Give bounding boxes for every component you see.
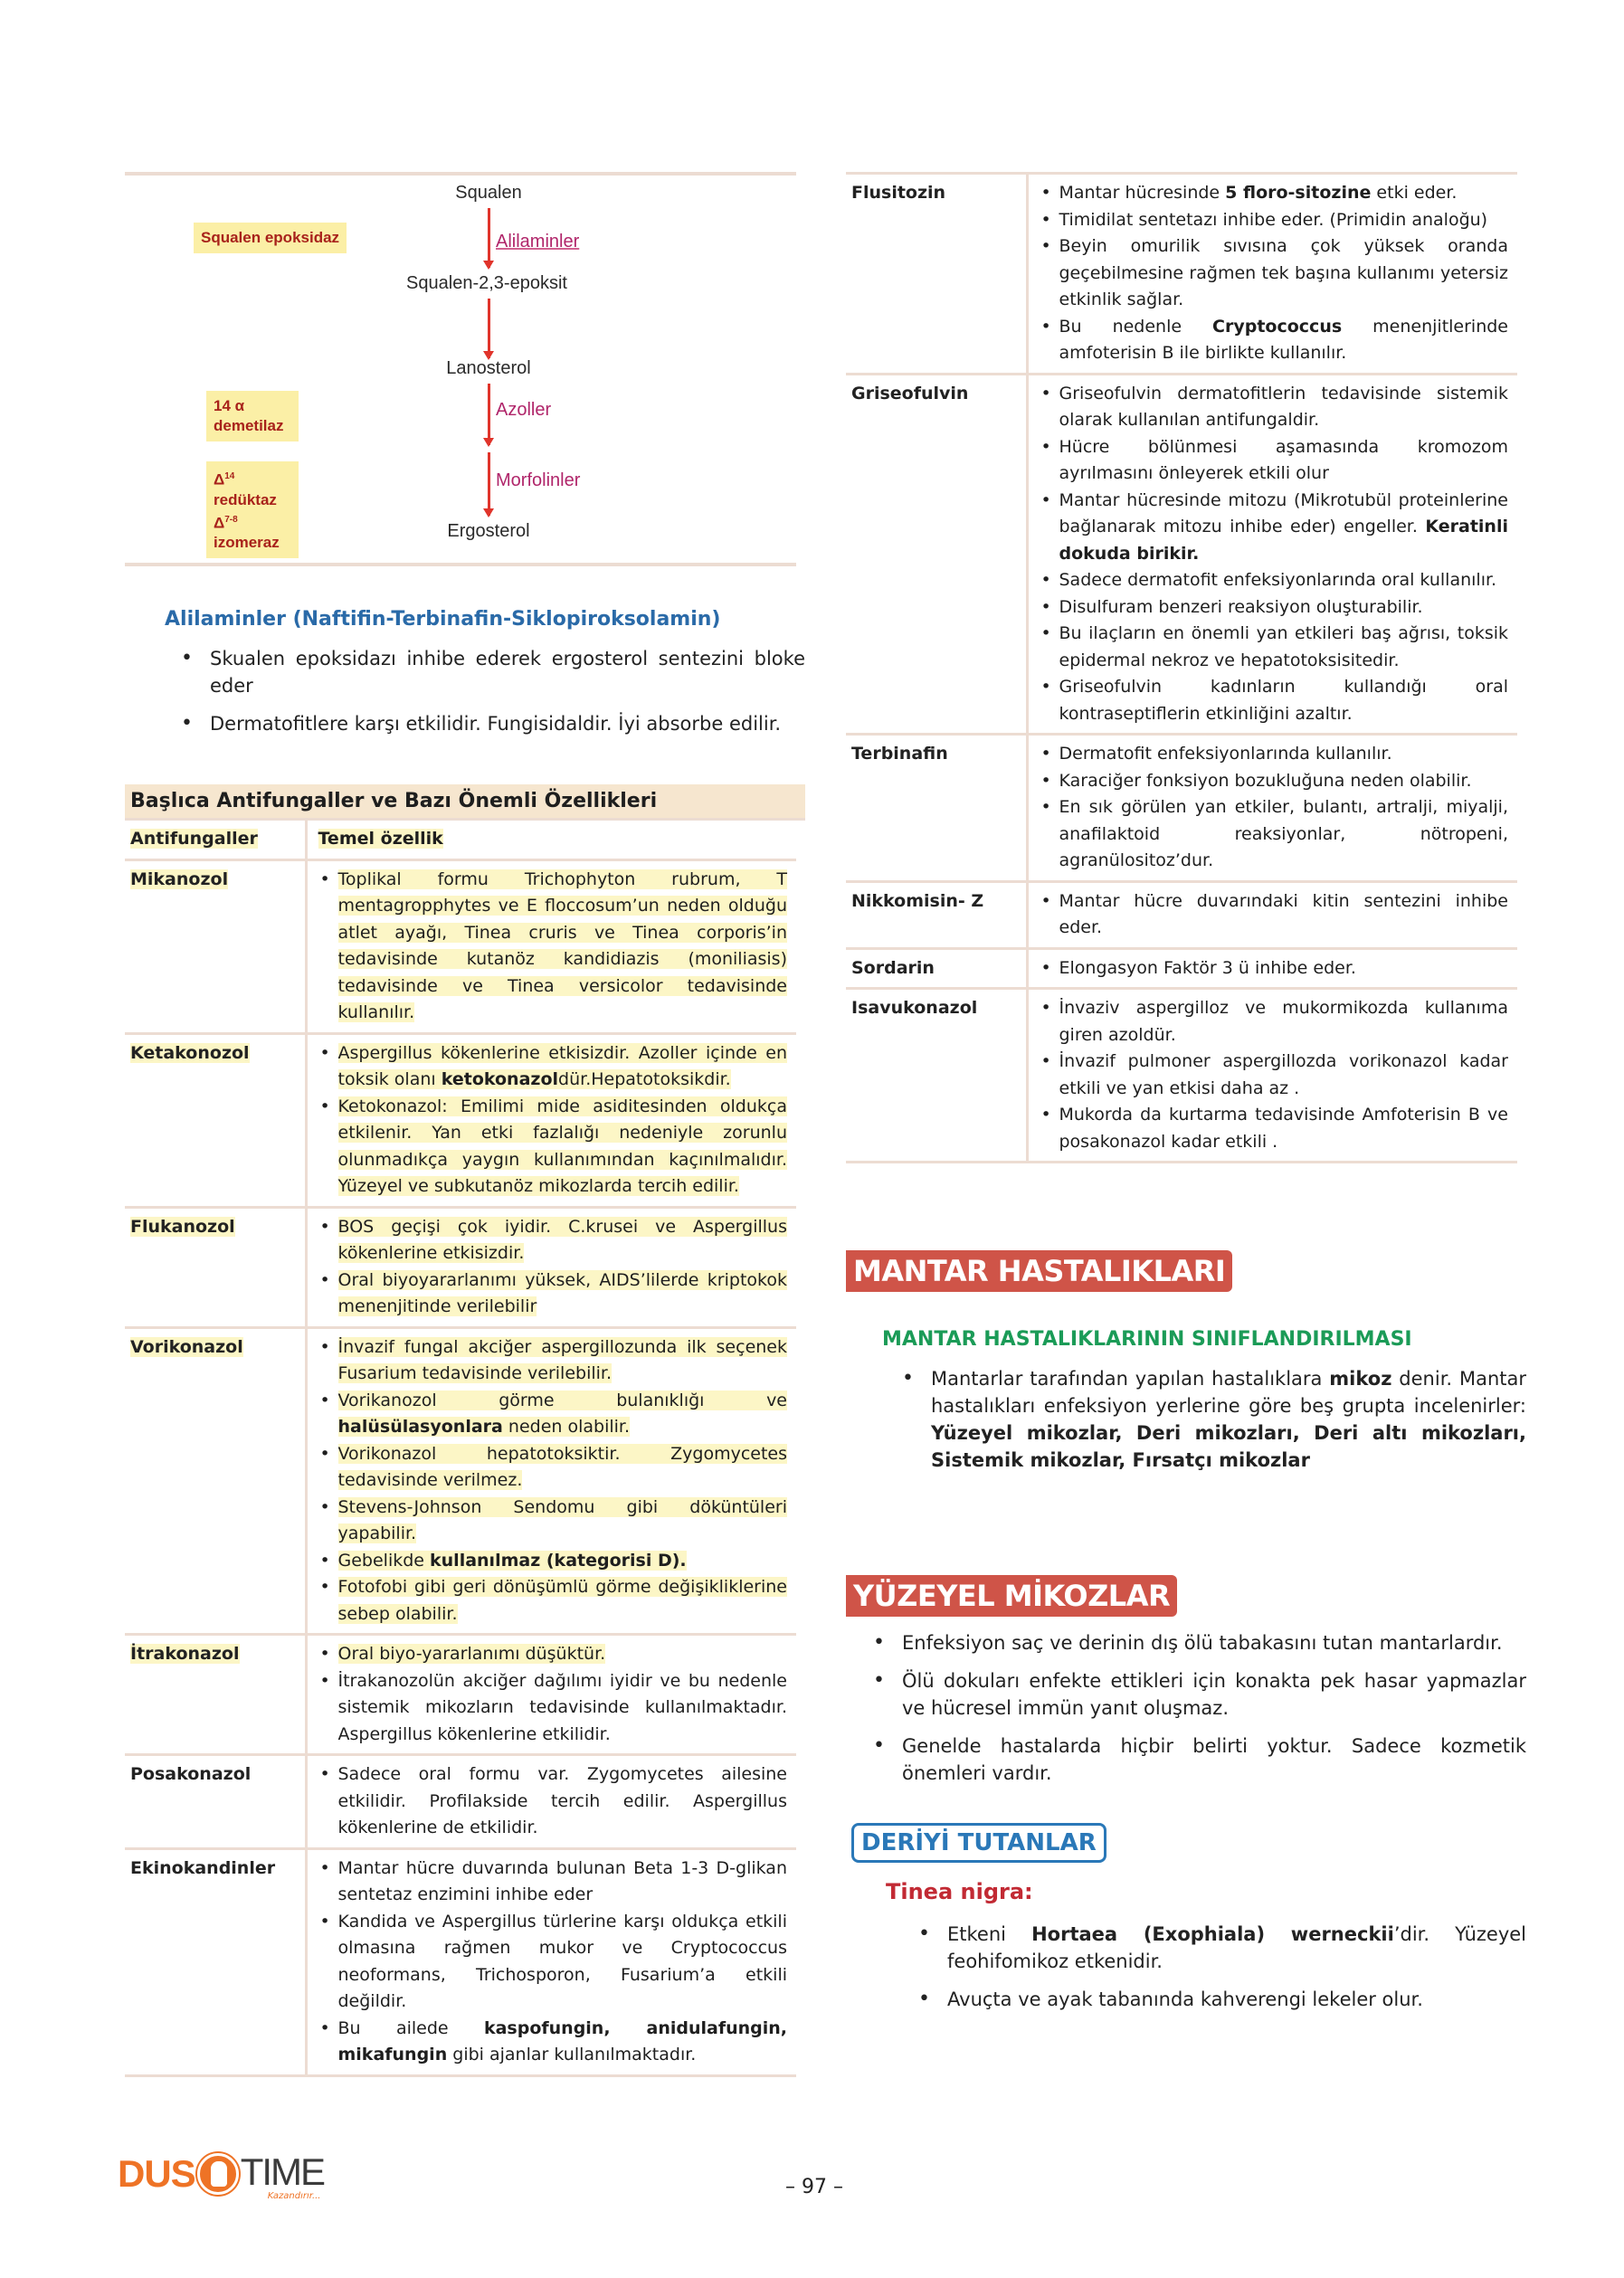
drug-name: Nikkomisin- Z — [851, 890, 984, 911]
list-item: • Hücre bölünmesi aşamasında kromozom ayrılmasını önleyerek etkili olur — [1040, 434, 1509, 488]
yuzeyel-mikozlar-badge: YÜZEYEL MİKOZLAR — [846, 1575, 1177, 1617]
enzyme-reduktaz-izomeraz: $\Delta^{14}$ redüktaz $\Delta^{7-8}$ izomeraz — [206, 461, 299, 558]
list-item: • İtrakanozolün akciğer dağılımı iyidir ve bu nedenle sistemik mikozların tedavisinde kullanılmaktadır. Aspergillus kökenlerine etkilidir. — [318, 1668, 788, 1749]
list-item: • Mukorda da kurtarma tedavisinde Amfoterisin B ve posakonazol kadar etkili . — [1040, 1102, 1509, 1155]
node-ergosterol: Ergosterol — [447, 521, 530, 541]
list-item: • Karaciğer fonksiyon bozukluğuna neden olabilir. — [1040, 768, 1509, 795]
list-item: • Sadece oral formu var. Zygomycetes ailesine etkilidir. Profilakside tercih edilir. Aspergillus kökenlerine de etkilidir. — [318, 1761, 788, 1842]
table-row — [846, 948, 1517, 989]
list-item: • Bu ailede kaspofungin, anidulafungin, mikafungin gibi ajanlar kullanılmaktadır. — [318, 2016, 788, 2069]
classification-heading: MANTAR HASTALIKLARININ SINIFLANDIRILMASI — [882, 1328, 1412, 1351]
diagram-bottom-rule — [125, 563, 796, 566]
list-item: • En sık görülen yan etkiler, bulantı, artralji, miyalji, anafilaktoid reaksiyonlar, nötropeni, agranülositoz’dur. — [1040, 794, 1509, 875]
arrow-down-icon — [488, 299, 490, 358]
list-item: • Vorikanozol görme bulanıklığı ve halüsülasyonlara neden olabilir. — [318, 1388, 788, 1441]
list-item: • Elongasyon Faktör 3 ü inhibe eder. — [1040, 955, 1509, 982]
drug-name: Flukanozol — [130, 1216, 235, 1237]
left-column — [125, 172, 805, 2077]
antifungal-table-title: Başlıca Antifungaller ve Bazı Önemli Özellikleri — [125, 784, 805, 821]
list-item: • Dermatofit enfeksiyonlarında kullanılır. — [1040, 741, 1509, 768]
drug-name: İtrakonazol — [130, 1644, 240, 1664]
list-item: • İnvaziv aspergilloz ve mukormikozda kullanıma giren azoldür. — [1040, 995, 1509, 1049]
drug-name: Isavukonazol — [851, 998, 978, 1018]
list-item: • Etkeni Hortaea (Exophiala) werneckii’dir. Yüzeyel feohifomikoz etkenidir. — [918, 1921, 1526, 1975]
list-item: • Griseofulvin dermatofitlerin tedavisinde sistemik olarak kullanılan antifungaldir. — [1040, 381, 1509, 434]
list-item: • Aspergillus kökenlerine etkisizdir. Azoller içinde en toksik olanı ketokonazoldür.Hepatotoksikdir. — [318, 1040, 788, 1094]
drug-name: Sordarin — [851, 957, 935, 978]
drug-name: Flusitozin — [851, 183, 946, 203]
list-item: • Gebelikde kullanılmaz (kategorisi D). — [318, 1548, 788, 1575]
drug-azoller: Azoller — [496, 400, 552, 420]
table-row — [125, 1755, 796, 1849]
drug-name: Mikanozol — [130, 868, 229, 889]
alilaminler-heading: Alilaminler (Naftifin-Terbinafin-Siklopiroksolamin) — [165, 608, 721, 631]
list-item: • Avuçta ve ayak tabanında kahverengi lekeler olur. — [918, 1986, 1526, 2013]
list-item: • Vorikonazol hepatotoksiktir. Zygomycetes tedavisinde verilmez. — [318, 1441, 788, 1495]
arrow-down-icon — [488, 452, 490, 516]
table-row — [125, 1033, 796, 1207]
node-lanosterol: Lanosterol — [446, 358, 531, 378]
mantar-hastaliklari-badge: MANTAR HASTALIKLARI — [846, 1250, 1232, 1292]
list-item: • Timidilat sentetazı inhibe eder. (Primidin analoğu) — [1040, 207, 1509, 234]
table-row — [846, 735, 1517, 882]
right-column — [846, 172, 1526, 2024]
node-squalen: Squalen — [455, 183, 522, 203]
column-header-antifungaller: Antifungaller — [130, 829, 258, 849]
drug-morfolinler: Morfolinler — [496, 470, 581, 490]
dustime-logo: DUS TIME Kazandırır... — [118, 2150, 325, 2201]
list-item: • Mantar hücresinde 5 floro-sitozine etki eder. — [1040, 180, 1509, 207]
tooth-icon — [197, 2153, 239, 2195]
tinea-nigra-heading: Tinea nigra: — [886, 1879, 1033, 1904]
list-item: • Stevens-Johnson Sendomu gibi döküntüleri yapabilir. — [318, 1495, 788, 1548]
enzyme-14-alpha-demetilaz: 14 α demetilaz — [206, 391, 299, 441]
list-item: • Kandida ve Aspergillus türlerine karşı oldukça etkili olmasına rağmen mukor ve Cryptococcus neoformans, Trichosporon, Fusarium’a etkili değildir. — [318, 1909, 788, 2016]
table-header-row — [125, 821, 796, 859]
table-row — [125, 1635, 796, 1755]
list-item: • Mantarlar tarafından yapılan hastalıklara mikoz denir. Mantar hastalıkları enfeksiyon yerlerine göre beş grupta incelenirler: Yüzeyel mikozlar, Deri mikozları, Deri altı mikozları, Sistemik mikozlar, Fırsatçı mikozlar — [902, 1365, 1526, 1474]
list-item: • Ketokonazol: Emilimi mide asiditesinden oldukça etkilenir. Yan etki fazlalığı nedeniyle zorunlu olunmadıkça yaygın kullanımından kaçınılmalıdır. Yüzeyel ve subkutanöz mikozlarda tercih edilir. — [318, 1094, 788, 1201]
table-row — [846, 374, 1517, 735]
list-item: • Mantar hücresinde mitozu (Mikrotubül proteinlerine bağlanarak mitozu inhibe eder) engeller. Keratinli dokuda birikir. — [1040, 488, 1509, 568]
table-row — [846, 881, 1517, 948]
list-item: • Enfeksiyon saç ve derinin dış ölü tabakasını tutan mantarlardır. — [873, 1629, 1526, 1656]
list-item: • İnvazif fungal akciğer aspergillozunda ilk seçenek Fusarium tedavisinde verilebilir. — [318, 1334, 788, 1388]
list-item: • Mantar hücre duvarındaki kitin sentezini inhibe eder. — [1040, 888, 1509, 942]
arrow-down-icon — [488, 384, 490, 445]
alilaminler-list — [181, 645, 805, 737]
drug-name: Griseofulvin — [851, 383, 969, 403]
list-item: • Sadece dermatofit enfeksiyonlarında oral kullanılır. — [1040, 567, 1509, 594]
list-item: • Toplikal formu Trichophyton rubrum, T mentagropphytes ve E floccosum’un neden olduğu atlet ayağı, Tinea cruris ve Tinea corporis’in tedavisinde kutanöz kandidiazis (moniliasis) tedavisinde ve Tinea versicolor tedavisinde kullanılır. — [318, 867, 788, 1027]
list-item: • İnvazif pulmoner aspergillozda vorikonazol kadar etkili ve yan etkisi daha az . — [1040, 1049, 1509, 1102]
list-item: • Oral biyoyararlanımı yüksek, AIDS’lilerde kriptokok menenjitinde verilebilir — [318, 1267, 788, 1321]
table-row — [125, 1848, 796, 2075]
deriyi-tutanlar-badge: DERİYİ TUTANLAR — [851, 1823, 1106, 1863]
list-item: • Oral biyo-yararlanımı düşüktür. — [318, 1641, 788, 1668]
drug-name: Vorikonazol — [130, 1336, 243, 1357]
list-item: • Mantar hücre duvarında bulunan Beta 1-3 D-glikan sentetaz enzimini inhibe eder — [318, 1856, 788, 1909]
page-number: – 97 – — [785, 2176, 843, 2198]
list-item: • Dermatofitlere karşı etkilidir. Fungisidaldir. İyi absorbe edilir. — [181, 710, 805, 737]
drug-name: Terbinafin — [851, 744, 948, 764]
column-header-temel-ozellik: Temel özellik — [318, 829, 443, 849]
table-row — [846, 989, 1517, 1163]
list-item: • BOS geçişi çok iyidir. C.krusei ve Aspergillus kökenlerine etkisizdir. — [318, 1214, 788, 1267]
antifungal-table — [125, 821, 796, 2077]
list-item: • Ölü dokuları enfekte ettikleri için konakta pek hasar yapmazlar ve hücresel immün yanıt oluşmaz. — [873, 1667, 1526, 1722]
drug-name: Posakonazol — [130, 1764, 252, 1784]
enzyme-squalen-epoksidaz: Squalen epoksidaz — [194, 223, 347, 253]
antifungal-table-continued — [846, 172, 1517, 1163]
list-item: • Disulfuram benzeri reaksiyon oluşturabilir. — [1040, 594, 1509, 622]
table-row — [125, 1207, 796, 1327]
drug-name: Ketakonozol — [130, 1042, 250, 1063]
ergosterol-pathway-diagram — [125, 172, 796, 570]
table-row — [125, 1327, 796, 1635]
diagram-top-rule — [125, 172, 796, 176]
table-row — [846, 174, 1517, 375]
list-item: • Skualen epoksidazı inhibe ederek ergosterol sentezini bloke eder — [181, 645, 805, 699]
drug-alilaminler: Alilaminler — [496, 232, 580, 252]
list-item: • Griseofulvin kadınların kullandığı oral kontraseptiflerin etkinliğini azaltır. — [1040, 674, 1509, 727]
drug-name: Ekinokandinler — [130, 1857, 276, 1878]
arrow-down-icon — [488, 208, 490, 268]
list-item: • Genelde hastalarda hiçbir belirti yoktur. Sadece kozmetik önemleri vardır. — [873, 1732, 1526, 1787]
list-item: • Fotofobi gibi geri dönüşümlü görme değişikliklerine sebep olabilir. — [318, 1574, 788, 1628]
node-squalen-epoksit: Squalen-2,3-epoksit — [406, 273, 567, 293]
table-row — [125, 859, 796, 1033]
list-item: • Beyin omurilik sıvısına çok yüksek oranda geçebilmesine rağmen tek başına kullanımı yetersiz etkinlik sağlar. — [1040, 233, 1509, 314]
list-item: • Bu ilaçların en önemli yan etkileri baş ağrısı, toksik epidermal nekroz ve hepatotoksisitedir. — [1040, 621, 1509, 674]
list-item: • Bu nedenle Cryptococcus menenjitlerinde amfoterisin B ile birlikte kullanılır. — [1040, 314, 1509, 367]
